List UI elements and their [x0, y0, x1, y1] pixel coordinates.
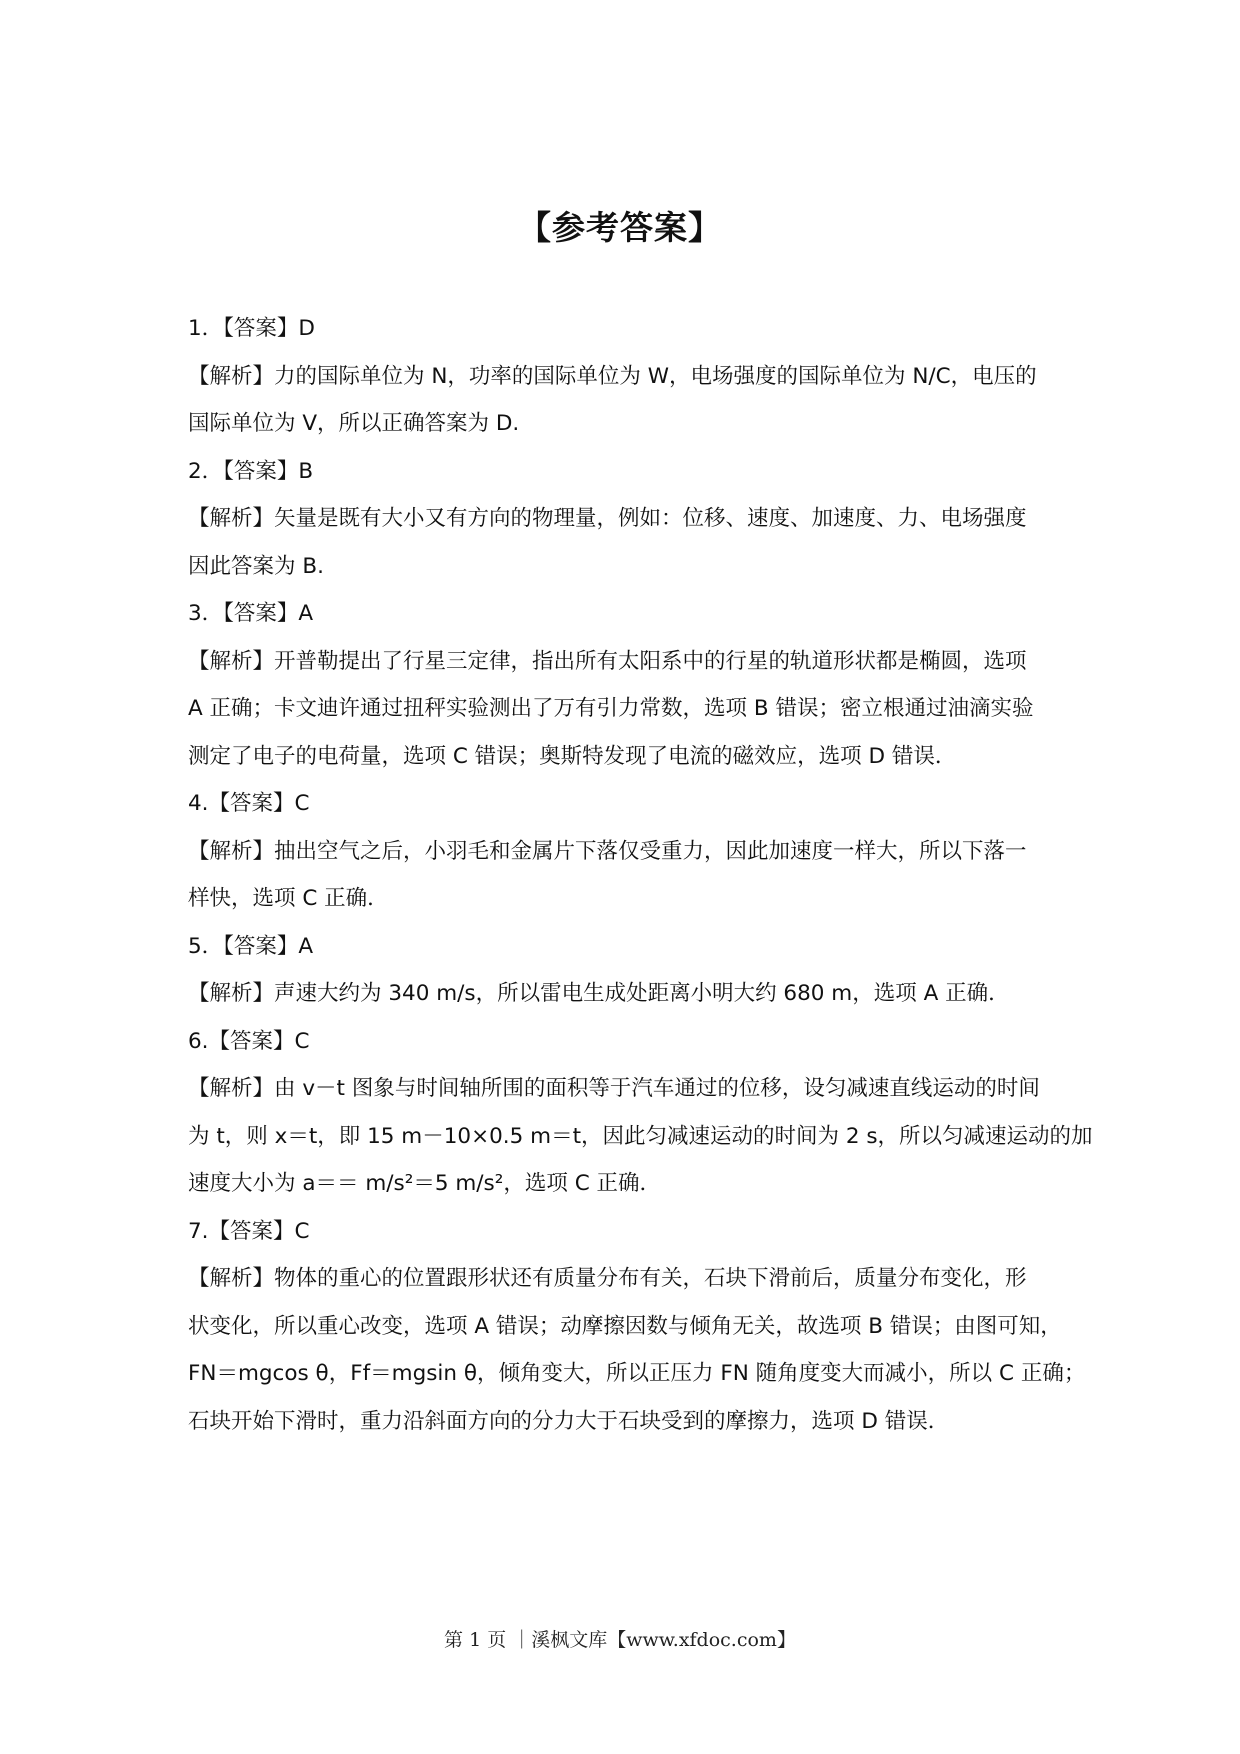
explanation-1-line-2: 国际单位为 V，所以正确答案为 D.	[188, 411, 520, 436]
explanation-7-line-2: 状变化，所以重心改变，选项 A 错误；动摩擦因数与倾角无关，故选项 B 错误；由图可知，	[188, 1313, 1062, 1339]
explanation-3-line-3: 测定了电子的电荷量，选项 C 错误；奥斯特发现了电流的磁效应，选项 D 错误．	[188, 743, 957, 769]
answer-3-line: 3．【答案】A	[188, 601, 314, 626]
explanation-6-line-3: 速度大小为 a＝＝ m/s²＝5 m/s²，选项 C 正确．	[188, 1171, 662, 1196]
explanation-1-line-1: 【解析】力的国际单位为 N，功率的国际单位为 W，电场强度的国际单位为 N/C，电压的	[188, 363, 1037, 389]
answer-content	[188, 305, 1093, 1445]
answer-2-line: 2．【答案】B	[188, 458, 314, 484]
answer-6-line: 6.【答案】C	[188, 1028, 310, 1054]
explanation-2-line-1: 【解析】矢量是既有大小又有方向的物理量，例如：位移、速度、加速度、力、电场强度	[188, 506, 1027, 531]
explanation-7-line-4: 石块开始下滑时，重力沿斜面方向的分力大于石块受到的摩擦力，选项 D 错误．	[188, 1408, 950, 1434]
explanation-4-line-1: 【解析】抽出空气之后，小羽毛和金属片下落仅受重力，因此加速度一样大，所以下落一	[188, 838, 1027, 864]
explanation-7-line-1: 【解析】物体的重心的位置跟形状还有质量分布有关，石块下滑前后，质量分布变化，形	[188, 1266, 1027, 1291]
explanation-2-line-2: 因此答案为 B.	[188, 553, 324, 579]
explanation-6-line-2: 为 t，则 x＝t，即 15 m－10×0.5 m＝t，因此匀减速运动的时间为 2 s，所以匀减速运动的加	[188, 1123, 1093, 1149]
page-footer: 第 1 页 ｜溪枫文库【www.xfdoc.com】	[444, 1629, 796, 1651]
explanation-5-line-1: 【解析】声速大约为 340 m/s，所以雷电生成处距离小明大约 680 m，选项 A 正确．	[188, 981, 1010, 1006]
explanation-6-line-1: 【解析】由 v－t 图象与时间轴所围的面积等于汽车通过的位移，设匀减速直线运动的时间	[188, 1076, 1040, 1101]
explanation-4-line-2: 样快，选项 C 正确．	[188, 886, 389, 911]
explanation-7-line-3: FN＝mgcos θ，Ff＝mgsin θ，倾角变大，所以正压力 FN 随角度变大而减小，所以 C 正确；	[188, 1361, 1086, 1386]
answer-7-line: 7.【答案】C	[188, 1218, 310, 1244]
answer-4-line: 4.【答案】C	[188, 791, 310, 816]
page-title: 【参考答案】	[518, 208, 722, 247]
answer-1-line: 1．【答案】D	[188, 316, 315, 341]
explanation-3-line-2: A 正确；卡文迪许通过扭秤实验测出了万有引力常数，选项 B 错误；密立根通过油滴实验	[188, 696, 1034, 721]
explanation-3-line-1: 【解析】开普勒提出了行星三定律，指出所有太阳系中的行星的轨道形状都是椭圆，选项	[188, 648, 1027, 674]
answer-5-line: 5．【答案】A	[188, 933, 314, 959]
